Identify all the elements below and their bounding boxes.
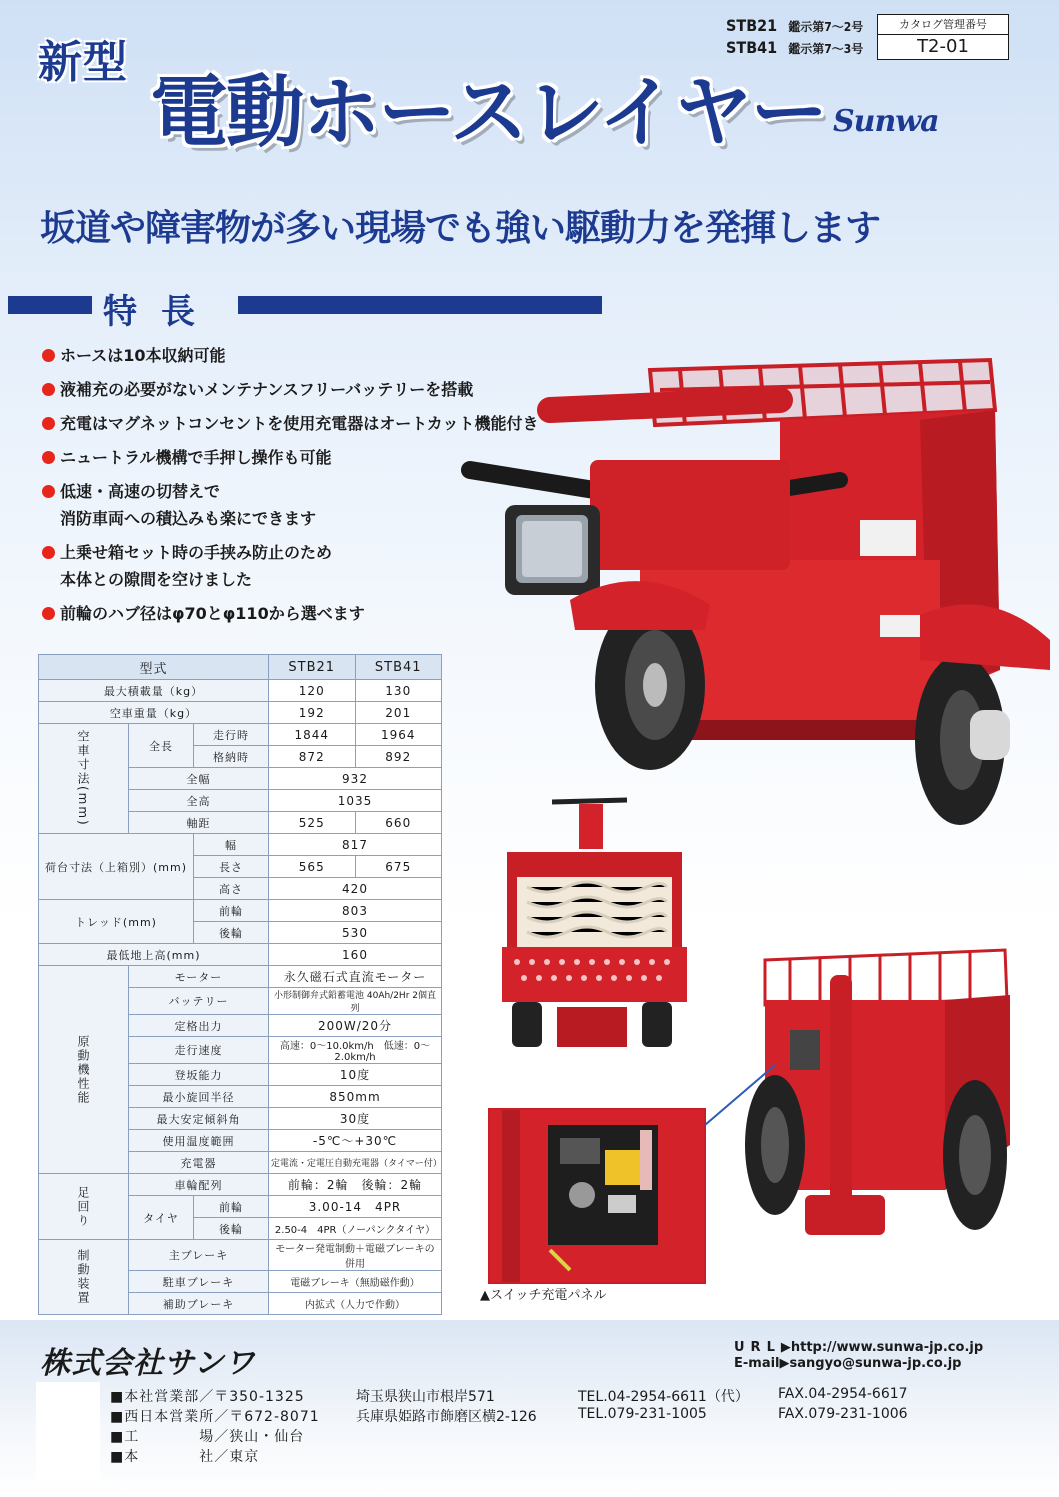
table-row bbox=[39, 944, 442, 966]
row-sublabel: 後輪 bbox=[194, 1218, 269, 1240]
catalog-number: T2-01 bbox=[917, 36, 969, 57]
row-label: 空車重量（kg） bbox=[39, 702, 269, 724]
table-row bbox=[39, 900, 442, 922]
feature-line: 上乗せ箱セット時の手挟み防止のため bbox=[60, 543, 333, 562]
front-view-illustration bbox=[487, 792, 697, 1067]
cell: 200W/20分 bbox=[269, 1015, 442, 1037]
cell: 160 bbox=[269, 944, 442, 966]
row-sublabel: 長さ bbox=[194, 856, 269, 878]
row-label: 走行速度 bbox=[129, 1037, 269, 1064]
feature-line: 低速・高速の切替えで bbox=[60, 482, 221, 501]
office-address: 埼玉県狭山市根岸571 bbox=[356, 1389, 495, 1405]
cell: 675 bbox=[355, 856, 442, 878]
cell: モーター発電制動＋電磁ブレーキの併用 bbox=[269, 1240, 442, 1271]
company-name: 株式会社サンワ bbox=[40, 1346, 256, 1381]
group-label: 荷台寸法（上箱別）(mm) bbox=[39, 834, 194, 900]
row-label: 最大積載量（kg） bbox=[39, 680, 269, 702]
bullet-icon bbox=[42, 451, 55, 464]
row-label: モーター bbox=[129, 966, 269, 988]
cell: 電磁ブレーキ（無励磁作動） bbox=[269, 1271, 442, 1293]
cell: 前輪：2輪 後輪：2輪 bbox=[269, 1174, 442, 1196]
office-fax: FAX.079-231-1006 bbox=[778, 1406, 908, 1422]
blank-box bbox=[36, 1382, 100, 1482]
feature-line: ニュートラル機構で手押し操作も可能 bbox=[60, 448, 332, 467]
bullet-icon bbox=[42, 417, 55, 430]
switch-panel-illustration bbox=[490, 1110, 704, 1282]
model-name: STB41 bbox=[726, 38, 778, 57]
row-label: 全幅 bbox=[129, 768, 269, 790]
cell: 817 bbox=[269, 834, 442, 856]
office-name: ■本 社／東京 bbox=[110, 1449, 260, 1465]
cell: 3.00-14 4PR bbox=[269, 1196, 442, 1218]
url-label: URL bbox=[734, 1340, 781, 1355]
features-bar-right bbox=[238, 296, 602, 314]
row-label: 主ブレーキ bbox=[129, 1240, 269, 1271]
group-label: トレッド(mm) bbox=[39, 900, 194, 944]
cell: 530 bbox=[269, 922, 442, 944]
row-sublabel: 走行時 bbox=[194, 724, 269, 746]
cell: 525 bbox=[269, 812, 356, 834]
bullet-icon bbox=[42, 383, 55, 396]
cell: -5℃～+30℃ bbox=[269, 1130, 442, 1152]
cell: 803 bbox=[269, 900, 442, 922]
office-name: ■本社営業部／〒350-1325 bbox=[110, 1389, 305, 1405]
brand-logo: Sunwa bbox=[833, 104, 939, 139]
feature-line: 液補充の必要がないメンテナンスフリーバッテリーを搭載 bbox=[60, 380, 474, 399]
row-label: 駐車ブレーキ bbox=[129, 1271, 269, 1293]
row-label: バッテリー bbox=[129, 988, 269, 1015]
feature-line-2: 本体との隙間を空けました bbox=[60, 570, 253, 589]
email-label: E-mail bbox=[734, 1356, 780, 1371]
table-row bbox=[39, 655, 442, 680]
group-label: 制動装置 bbox=[39, 1240, 129, 1315]
cell: 420 bbox=[269, 878, 442, 900]
feature-line: ホースは10本収納可能 bbox=[60, 346, 226, 365]
office-tel: TEL.079-231-1005 bbox=[578, 1406, 707, 1422]
table-row bbox=[39, 680, 442, 702]
table-row bbox=[39, 966, 442, 988]
cell: 660 bbox=[355, 812, 442, 834]
cell: 10度 bbox=[269, 1064, 442, 1086]
model-line-stb21 bbox=[726, 16, 863, 35]
photo-caption: ▲スイッチ充電パネル bbox=[480, 1288, 607, 1303]
catalog-number-box bbox=[877, 14, 1009, 60]
table-row bbox=[39, 1174, 442, 1196]
row-label: 車輪配列 bbox=[129, 1174, 269, 1196]
row-label: 最小旋回半径 bbox=[129, 1086, 269, 1108]
url-link[interactable]: http://www.sunwa-jp.co.jp bbox=[790, 1340, 984, 1355]
row-label: 補助ブレーキ bbox=[129, 1293, 269, 1315]
cell: 小形制御弁式鉛蓄電池 40Ah/2Hr 2個直列 bbox=[269, 988, 442, 1015]
cell: 130 bbox=[355, 680, 442, 702]
bullet-icon bbox=[42, 349, 55, 362]
model-name: STB21 bbox=[726, 16, 778, 35]
office-fax: FAX.04-2954-6617 bbox=[778, 1386, 908, 1402]
row-sublabel: 後輪 bbox=[194, 922, 269, 944]
row-sublabel: 前輪 bbox=[194, 900, 269, 922]
bullet-icon bbox=[42, 485, 55, 498]
title-prefix: 新型 bbox=[38, 37, 128, 88]
features-bar-left bbox=[8, 296, 92, 314]
group-label: 原動機性能 bbox=[39, 966, 129, 1174]
cell: 872 bbox=[269, 746, 356, 768]
row-label: 使用温度範囲 bbox=[129, 1130, 269, 1152]
cell: 932 bbox=[269, 768, 442, 790]
row-label: タイヤ bbox=[129, 1196, 194, 1240]
row-label: 登坂能力 bbox=[129, 1064, 269, 1086]
row-label: 最低地上高(mm) bbox=[39, 944, 269, 966]
cell: 565 bbox=[269, 856, 356, 878]
cell: 永久磁石式直流モーター bbox=[269, 966, 442, 988]
tagline: 坂道や障害物が多い現場でも強い駆動力を発揮します bbox=[40, 208, 881, 249]
cell: 850mm bbox=[269, 1086, 442, 1108]
row-label: 全高 bbox=[129, 790, 269, 812]
cell: 2.50-4 4PR（ノーパンクタイヤ） bbox=[269, 1218, 442, 1240]
cell: 201 bbox=[355, 702, 442, 724]
table-row bbox=[39, 702, 442, 724]
main-vehicle-photo bbox=[450, 340, 1050, 830]
feature-line-2: 消防車両への積込みも楽にできます bbox=[60, 509, 317, 528]
feature-line: 前輪のハブ径はφ70とφ110から選べます bbox=[60, 604, 365, 623]
row-label: 全長 bbox=[129, 724, 194, 768]
catalog-label: カタログ管理番号 bbox=[878, 15, 1008, 35]
cell: 192 bbox=[269, 702, 356, 724]
group-label: 空車寸法(mm) bbox=[39, 724, 129, 834]
group-label: 足回り bbox=[39, 1174, 129, 1240]
switch-panel-photo bbox=[488, 1108, 706, 1284]
model-standard: 鑑示第7～3号 bbox=[788, 42, 864, 56]
feature-line: 充電はマグネットコンセントを使用充電器はオートカット機能付き bbox=[60, 414, 539, 433]
url-line bbox=[734, 1340, 983, 1355]
header-cell: 型式 bbox=[39, 655, 269, 680]
table-row bbox=[39, 1240, 442, 1271]
page-title: 電動ホースレイヤー bbox=[150, 68, 827, 158]
cell: 内拡式（人力で作動） bbox=[269, 1293, 442, 1315]
cell: 120 bbox=[269, 680, 356, 702]
table-row bbox=[39, 724, 442, 746]
row-sublabel: 前輪 bbox=[194, 1196, 269, 1218]
cell: 定電流・定電圧自動充電器（タイマー付） bbox=[269, 1152, 442, 1174]
features-title: 特長 bbox=[103, 292, 219, 332]
email-link[interactable]: sangyo@sunwa-jp.co.jp bbox=[789, 1356, 962, 1371]
cell: 892 bbox=[355, 746, 442, 768]
front-view-photo bbox=[487, 792, 697, 1067]
office-name: ■西日本営業所／〒672-8071 bbox=[110, 1409, 320, 1425]
cell: 1964 bbox=[355, 724, 442, 746]
cell: 高速：0～10.0km/h 低速：0～2.0km/h bbox=[269, 1037, 442, 1064]
arrow-icon: ▶ bbox=[779, 1356, 790, 1371]
header-cell: STB41 bbox=[355, 655, 442, 680]
hose-layer-illustration bbox=[450, 340, 1050, 830]
arrow-icon: ▶ bbox=[780, 1340, 791, 1355]
row-label: 軸距 bbox=[129, 812, 269, 834]
bullet-icon bbox=[42, 546, 55, 559]
cell: 1844 bbox=[269, 724, 356, 746]
row-label: 最大安定傾斜角 bbox=[129, 1108, 269, 1130]
row-label: 充電器 bbox=[129, 1152, 269, 1174]
callout-line bbox=[700, 1060, 780, 1130]
row-sublabel: 高さ bbox=[194, 878, 269, 900]
office-tel: TEL.04-2954-6611（代） bbox=[578, 1389, 749, 1405]
header-cell: STB21 bbox=[269, 655, 356, 680]
table-row bbox=[39, 834, 442, 856]
cell: 1035 bbox=[269, 790, 442, 812]
office-address: 兵庫県姫路市飾磨区横2-126 bbox=[356, 1409, 537, 1425]
row-label: 定格出力 bbox=[129, 1015, 269, 1037]
model-line-stb41 bbox=[726, 38, 863, 57]
office-name: ■工 場／狭山・仙台 bbox=[110, 1429, 305, 1445]
row-sublabel: 幅 bbox=[194, 834, 269, 856]
row-sublabel: 格納時 bbox=[194, 746, 269, 768]
spec-table bbox=[38, 654, 442, 1315]
email-line bbox=[734, 1356, 961, 1371]
model-standard: 鑑示第7～2号 bbox=[788, 20, 864, 34]
bullet-icon bbox=[42, 607, 55, 620]
cell: 30度 bbox=[269, 1108, 442, 1130]
